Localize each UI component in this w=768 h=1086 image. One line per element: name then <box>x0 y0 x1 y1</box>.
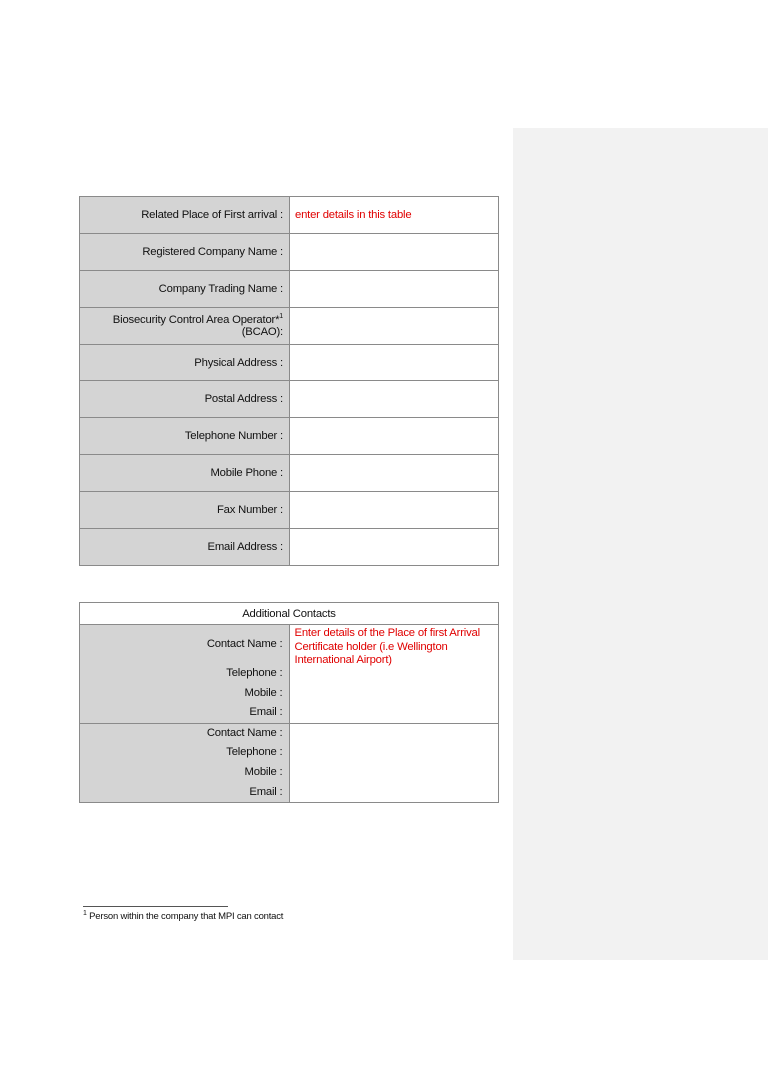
bcao-label: Biosecurity Control Area Operator* <box>112 313 280 326</box>
field-value[interactable] <box>290 492 499 529</box>
field-label: Physical Address : <box>80 344 290 381</box>
table-row <box>80 418 499 455</box>
field-value[interactable] <box>290 233 499 270</box>
table-row <box>80 307 499 344</box>
telephone-label: Telephone : <box>226 667 283 679</box>
footnote-separator <box>83 906 228 907</box>
field-label: Related Place of First arrival : <box>80 197 290 234</box>
field-value[interactable] <box>290 307 499 344</box>
contact-row <box>80 625 499 724</box>
field-value[interactable] <box>290 270 499 307</box>
footnote-text: Person within the company that MPI can contact <box>86 911 284 922</box>
footnote-marker: 1 <box>83 909 87 917</box>
field-label: Postal Address : <box>80 381 290 418</box>
footnote-ref: 1 <box>279 312 283 320</box>
table-header: Additional Contacts <box>80 603 499 625</box>
table-row <box>80 197 499 234</box>
contact-labels <box>80 723 290 802</box>
company-details-table <box>79 196 499 566</box>
footnote <box>83 911 283 922</box>
table-header-row <box>80 603 499 625</box>
table-row <box>80 492 499 529</box>
field-label: Fax Number : <box>80 492 290 529</box>
field-label: Telephone Number : <box>80 418 290 455</box>
telephone-label: Telephone : <box>226 746 283 759</box>
email-label: Email : <box>249 706 283 719</box>
field-value[interactable] <box>290 455 499 492</box>
table-row <box>80 529 499 566</box>
contact-details-field[interactable]: Enter details of the Place of first Arrival Certificate holder (i.e Wellington International Airport) <box>289 625 499 724</box>
field-value[interactable] <box>290 529 499 566</box>
table-row <box>80 233 499 270</box>
mobile-label: Mobile : <box>244 765 283 778</box>
additional-contacts-table <box>79 602 499 803</box>
field-value[interactable] <box>290 418 499 455</box>
field-label: Email Address : <box>80 529 290 566</box>
mobile-label: Mobile : <box>244 686 283 699</box>
field-label: Mobile Phone : <box>80 455 290 492</box>
table-row <box>80 270 499 307</box>
table-row <box>80 344 499 381</box>
field-value[interactable] <box>290 381 499 418</box>
field-value[interactable] <box>290 344 499 381</box>
field-label: Registered Company Name : <box>80 233 290 270</box>
bcao-label-suffix: (BCAO): <box>241 325 283 338</box>
table-row <box>80 455 499 492</box>
field-label <box>80 307 290 344</box>
contact-name-label: Contact Name : <box>206 726 283 739</box>
contact-details-field[interactable] <box>289 723 499 802</box>
contact-name-label: Contact Name : <box>206 638 283 650</box>
comments-pane <box>513 128 768 960</box>
contact-row <box>80 723 499 802</box>
field-value[interactable]: enter details in this table <box>290 197 499 234</box>
table-row <box>80 381 499 418</box>
email-label: Email : <box>249 785 283 798</box>
field-label: Company Trading Name : <box>80 270 290 307</box>
contact-labels <box>80 625 290 724</box>
